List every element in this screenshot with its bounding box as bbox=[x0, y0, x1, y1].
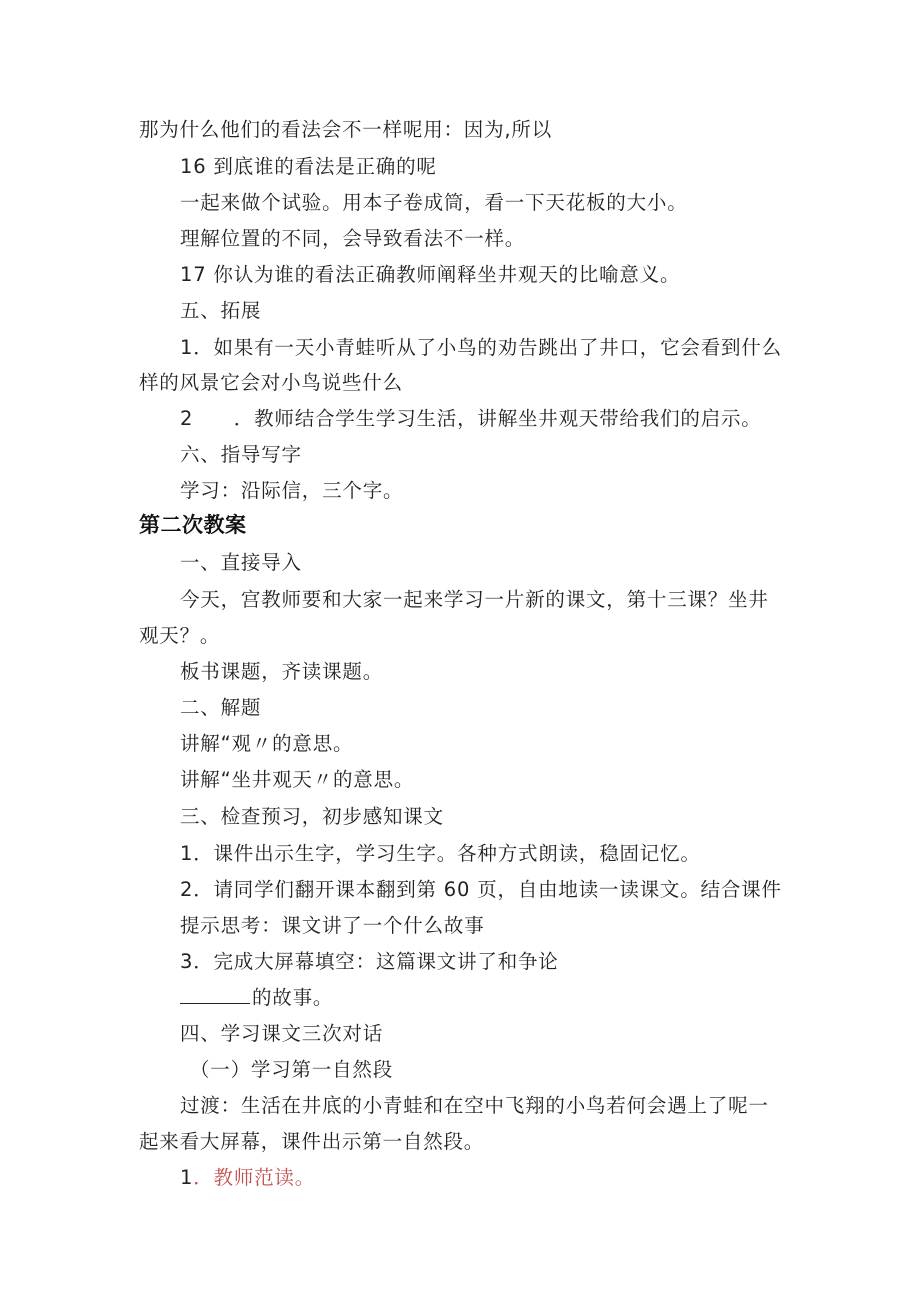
text-line: 今天，宫教师要和大家一起来学习一片新的课文，第十三课？坐井 bbox=[180, 588, 769, 611]
text-line: 16 到底谁的看法是正确的呢 bbox=[180, 155, 437, 178]
list-number: 1 bbox=[180, 1166, 194, 1189]
text-line: 样的风景它会对小鸟说些什么 bbox=[139, 371, 403, 394]
section-title: 五、拓展 bbox=[180, 299, 262, 322]
section-title: 六、指导写字 bbox=[180, 443, 302, 466]
lesson-heading: 第二次教案 bbox=[139, 513, 247, 537]
text-line: 3．完成大屏幕填空：这篇课文讲了和争论 bbox=[180, 950, 559, 973]
text-line: 讲解“坐井观天〃的意思。 bbox=[180, 768, 415, 791]
text-line: 2．请同学们翻开课本翻到第 60 页，自由地读一读课文。结合课件 bbox=[180, 878, 782, 901]
text-line bbox=[180, 985, 333, 1011]
text-line: 一起来做个试验。用本子卷成筒，看一下天花板的大小。 bbox=[180, 191, 688, 214]
section-title: 三、检查预习，初步感知课文 bbox=[180, 805, 444, 828]
text-line: 17 你认为谁的看法正确教师阐释坐井观天的比喻意义。 bbox=[180, 263, 681, 286]
text-fragment: 的故事。 bbox=[252, 986, 334, 1009]
text-line: 理解位置的不同，会导致看法不一样。 bbox=[180, 227, 526, 250]
text-line: 学习：沿际信，三个字。 bbox=[180, 479, 404, 502]
text-line: 板书课题，齐读课题。 bbox=[180, 660, 384, 683]
text-line: 2 ．教师结合学生学习生活，讲解坐井观天带给我们的启示。 bbox=[180, 407, 762, 430]
text-line: 1．如果有一天小青蛙听从了小鸟的劝告跳出了井口，它会看到什么 bbox=[180, 336, 782, 359]
fill-in-blank bbox=[180, 1003, 250, 1004]
text-line: 提示思考：课文讲了一个什么故事 bbox=[180, 914, 485, 937]
text-line: 那为什么他们的看法会不一样呢用：因为,所以 bbox=[139, 118, 552, 141]
text-line: 1．课件出示生字，学习生字。各种方式朗读，稳固记忆。 bbox=[180, 842, 701, 865]
subsection-title: （一）学习第一自然段 bbox=[190, 1058, 394, 1081]
section-title: 二、解题 bbox=[180, 696, 262, 719]
text-line: 讲解“观〃的意思。 bbox=[180, 732, 354, 755]
text-line bbox=[180, 1165, 315, 1191]
text-line: 观天？。 bbox=[139, 624, 221, 647]
text-line: 过渡：生活在井底的小青蛙和在空中飞翔的小鸟若何会遇上了呢一 bbox=[180, 1094, 769, 1117]
section-title: 四、学习课文三次对话 bbox=[180, 1022, 384, 1045]
text-line: 起来看大屏幕，课件出示第一自然段。 bbox=[139, 1130, 485, 1153]
section-title: 一、直接导入 bbox=[180, 551, 302, 574]
highlighted-text: ．教师范读。 bbox=[193, 1166, 316, 1189]
